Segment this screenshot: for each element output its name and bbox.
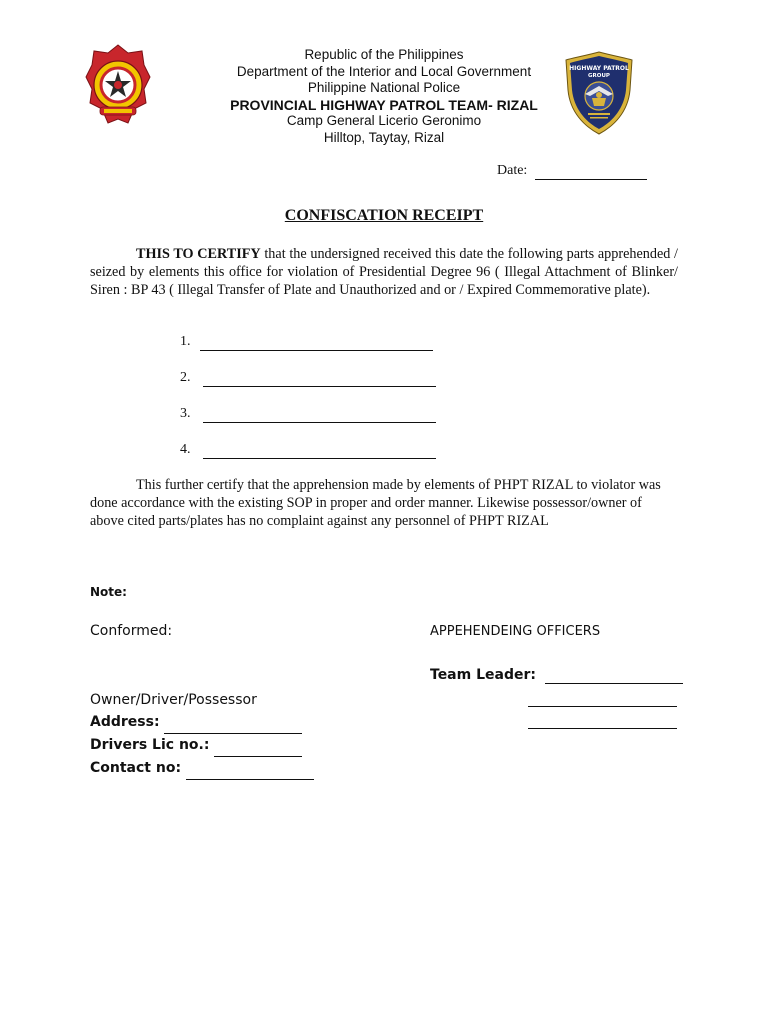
svg-text:HIGHWAY PATROL: HIGHWAY PATROL (569, 65, 629, 72)
item-number: 4. (180, 442, 191, 457)
contact-input[interactable] (186, 757, 314, 780)
header-republic: Republic of the Philippines (304, 47, 464, 62)
date-field (497, 163, 647, 180)
item-input-3[interactable] (203, 406, 436, 423)
license-label: Drivers Lic no.: (90, 737, 210, 753)
owner-label: Owner/Driver/Possessor (90, 692, 257, 708)
item-input-1[interactable] (200, 334, 433, 351)
note-label: Note: (90, 585, 127, 599)
address-row (90, 711, 314, 734)
date-input[interactable] (535, 163, 647, 180)
certify-lead: THIS TO CERTIFY (136, 246, 261, 262)
conformed-label: Conformed: (90, 623, 173, 639)
item-input-2[interactable] (203, 370, 436, 387)
header-department: Department of the Interior and Local Government (236, 63, 532, 79)
item-input-4[interactable] (203, 442, 436, 459)
header-pnp: Philippine National Police (307, 80, 461, 95)
further-certify-paragraph: This further certify that the apprehension made by elements of PHPT RIZAL to violator was done accordance with the existing SOP in proper and order manner. Likewise possessor/owner of above cited parts/plates has no complaint against any personnel of PHPT RIZAL (90, 477, 661, 529)
contact-label: Contact no: (90, 760, 182, 776)
header-camp: Camp General Licerio Geronimo (286, 113, 482, 128)
officer-signature-line-1[interactable] (528, 706, 677, 707)
contact-row (90, 757, 314, 780)
letterhead (0, 47, 768, 146)
team-leader-row (430, 667, 683, 684)
list-item (180, 334, 436, 370)
item-number: 2. (180, 370, 191, 385)
owner-block (90, 689, 314, 780)
svg-text:GROUP: GROUP (588, 73, 610, 79)
license-row (90, 734, 314, 757)
certify-text: that the undersigned received this date the following parts apprehended / seized by elements this office for violation of Presidential Degree 96 ( Illegal Attachment of Blinker/ Siren : BP 43 ( Illegal Transfer of Plate and Unauthorized and or / Expired Commemorative plate). (90, 246, 678, 298)
list-item (180, 370, 436, 406)
officers-heading: APPEHENDEING OFFICERS (430, 624, 601, 639)
item-number: 3. (180, 406, 191, 421)
team-leader-label: Team Leader: (430, 667, 536, 683)
team-leader-input[interactable] (545, 667, 683, 684)
document-title: CONFISCATION RECEIPT (284, 207, 484, 224)
officer-signature-line-2[interactable] (528, 728, 677, 729)
address-label: Address: (90, 714, 160, 730)
item-number: 1. (180, 334, 191, 349)
certification-paragraph (90, 245, 678, 299)
list-item (180, 406, 436, 442)
list-item (180, 442, 436, 478)
header-unit: PROVINCIAL HIGHWAY PATROL TEAM- RIZAL (230, 96, 538, 113)
header-location: Hilltop, Taytay, Rizal (323, 129, 445, 145)
address-input[interactable] (164, 711, 302, 734)
license-input[interactable] (214, 734, 302, 757)
date-label: Date: (497, 163, 528, 178)
seized-items-list (180, 334, 436, 478)
